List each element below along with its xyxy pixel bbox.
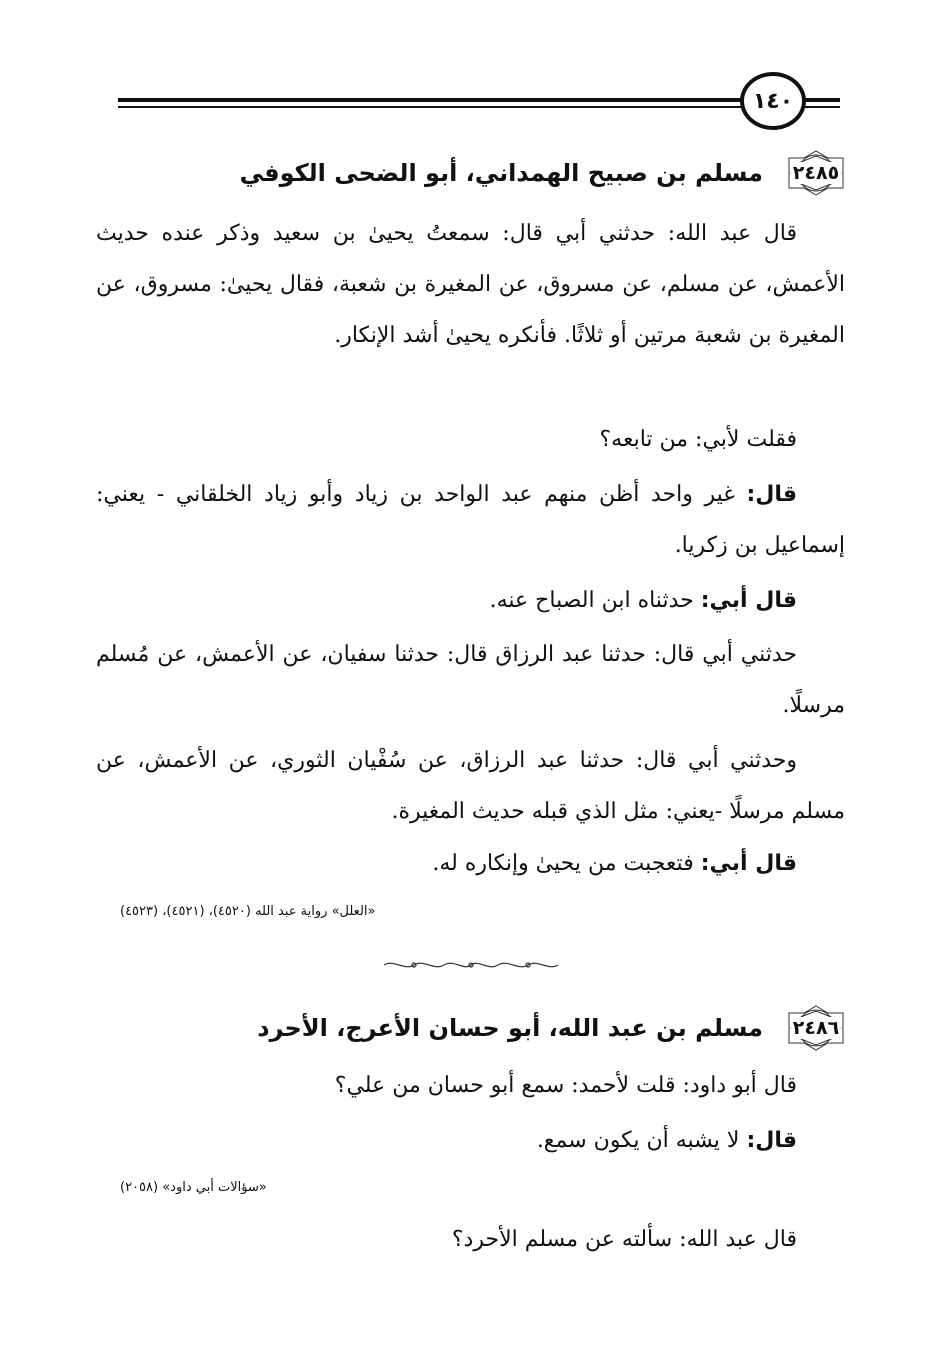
entry-title: مسلم بن عبد الله، أبو حسان الأعرج، الأحرد xyxy=(257,1014,763,1042)
entry-paragraph xyxy=(96,208,845,361)
paragraph-text: فتعجبت من يحيىٰ وإنكاره له. xyxy=(432,851,701,876)
paragraph-text: غير واحد أظن منهم عبد الواحد بن زياد وأبو زياد الخلقاني - يعني: إسماعيل بن زكريا. xyxy=(96,482,845,558)
header-rule-thin xyxy=(118,106,840,108)
paragraph-text: حدثني أبي قال: حدثنا عبد الرزاق قال: حدثنا سفيان، عن الأعمش، عن مُسلم مرسلًا. xyxy=(96,642,845,718)
entry-paragraph xyxy=(96,1060,845,1111)
speaker-label: قال: xyxy=(746,482,797,507)
entry-number-rosette xyxy=(781,148,851,198)
entry-number-rosette xyxy=(781,1003,851,1053)
entry-paragraph xyxy=(96,735,845,837)
entry-paragraph xyxy=(96,838,845,889)
entry-number: ٢٤٨٥ xyxy=(792,162,840,184)
source-citation: «العلل» رواية عبد الله (٤٥٢٠)، (٤٥٢١)، (٤٥٢٣) xyxy=(120,904,376,919)
entry-paragraph xyxy=(96,414,845,465)
entry-heading xyxy=(240,143,851,203)
entry-paragraph xyxy=(96,575,845,626)
speaker-label: قال أبي: xyxy=(700,588,797,613)
entry-paragraph xyxy=(96,629,845,731)
entry-paragraph xyxy=(96,469,845,571)
paragraph-text: قال عبد الله: حدثني أبي قال: سمعتُ يحيىٰ بن سعيد وذكر عنده حديث الأعمش، عن مسلم، عن مسروق، عن المغيرة بن شعبة، فقال يحيىٰ: مسروق، عن المغيرة بن شعبة مرتين أو ثلاثًا. فأنكره يحيىٰ أشد الإنكار. xyxy=(96,221,845,348)
paragraph-text: وحدثني أبي قال: حدثنا عبد الرزاق، عن سُفْيان الثوري، عن الأعمش، عن مسلم مرسلًا -يعني: مثل الذي قبله حديث المغيرة. xyxy=(96,748,845,824)
entry-paragraph xyxy=(96,1115,845,1166)
source-citation: «سؤالات أبي داود» (٢٠٥٨) xyxy=(120,1180,267,1195)
paragraph-text: قال أبو داود: قلت لأحمد: سمع أبو حسان من علي؟ xyxy=(334,1073,797,1098)
entry-number: ٢٤٨٦ xyxy=(792,1017,840,1039)
entry-title: مسلم بن صبيح الهمداني، أبو الضحى الكوفي xyxy=(239,159,763,187)
header-rule-thick xyxy=(118,98,840,102)
paragraph-text: لا يشبه أن يكون سمع. xyxy=(536,1128,747,1153)
paragraph-text: قال عبد الله: سألته عن مسلم الأحرد؟ xyxy=(451,1227,797,1252)
entry-heading xyxy=(257,998,851,1058)
speaker-label: قال: xyxy=(746,1128,797,1153)
paragraph-text: فقلت لأبي: من تابعه؟ xyxy=(599,427,797,452)
page-number: ١٤٠ xyxy=(740,72,806,130)
speaker-label: قال أبي: xyxy=(700,851,797,876)
entry-paragraph xyxy=(96,1214,845,1265)
ornament-divider-icon xyxy=(380,958,562,972)
paragraph-text: حدثناه ابن الصباح عنه. xyxy=(489,588,701,613)
